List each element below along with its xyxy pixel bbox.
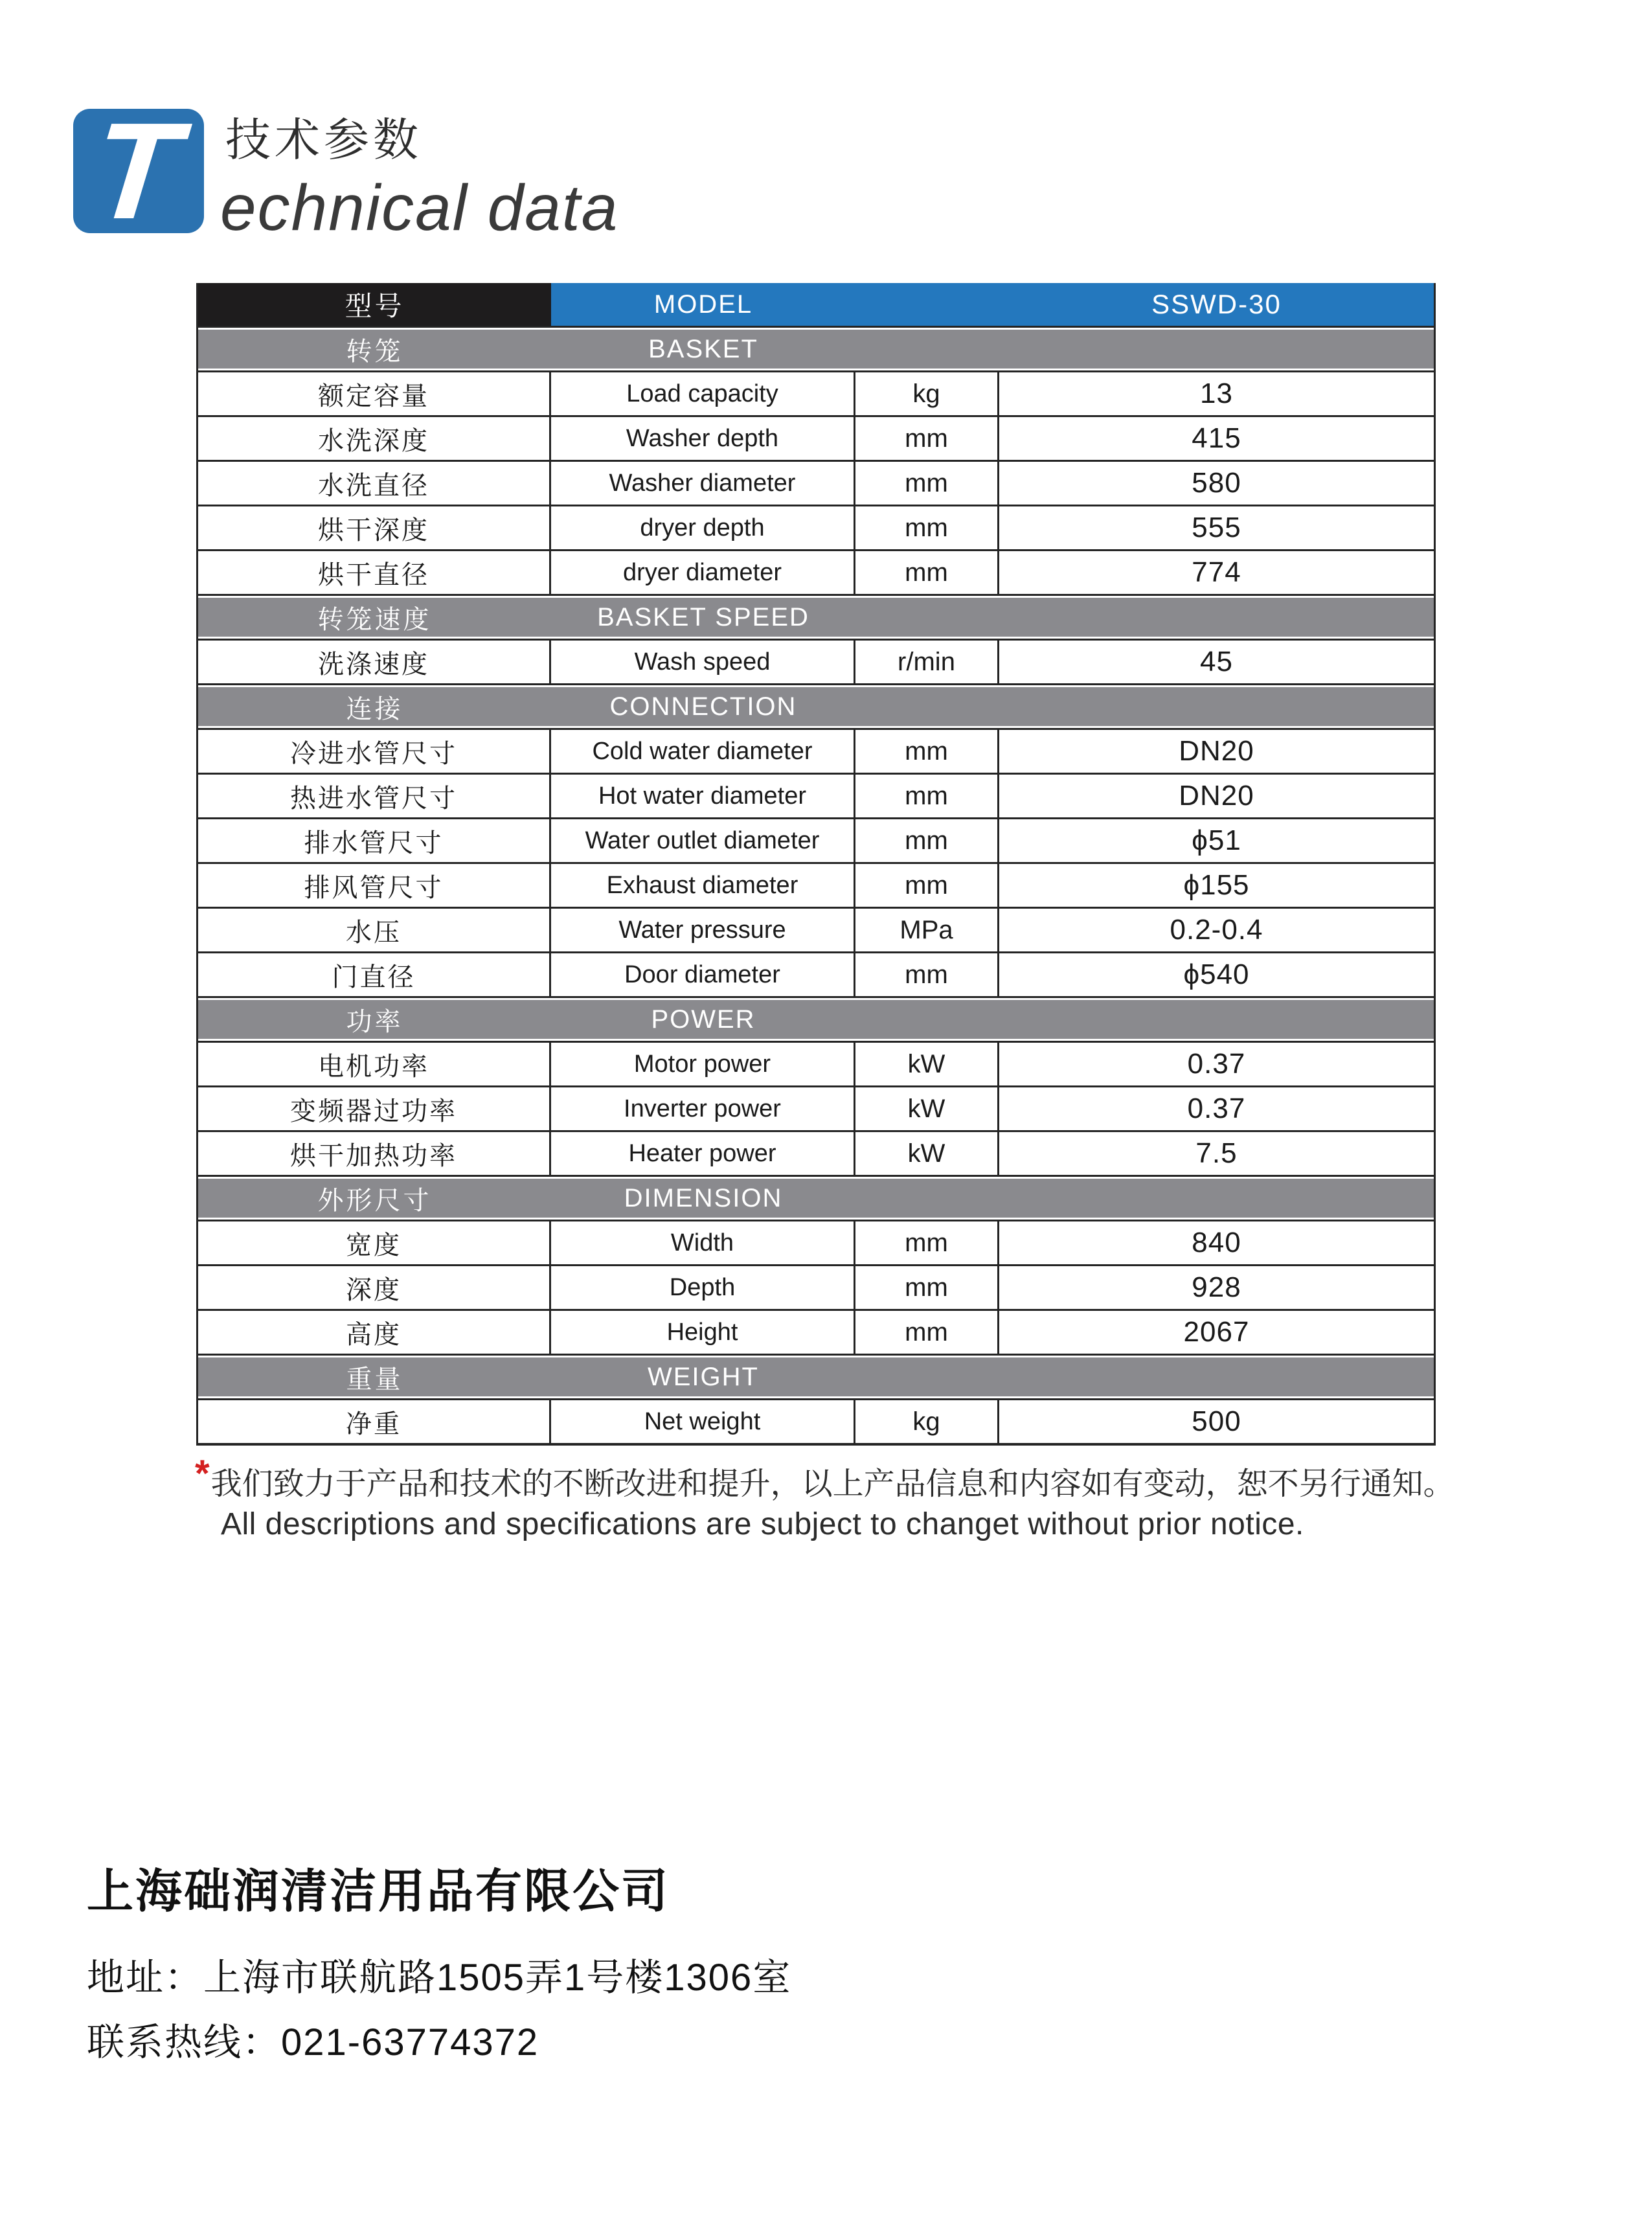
section-title-en: POWER: [651, 1005, 756, 1034]
table-row: [198, 1264, 1434, 1309]
spec-value: 928: [1192, 1271, 1241, 1303]
table-row: [198, 862, 1434, 907]
spec-value: 0.2-0.4: [1170, 914, 1263, 946]
spec-label-cn: 门直径: [198, 953, 551, 996]
model-value: SSWD-30: [1151, 289, 1282, 319]
spec-value: ϕ155: [1183, 869, 1250, 901]
spec-label-cn: 净重: [198, 1400, 551, 1443]
model-header-blue: [551, 283, 1434, 326]
spec-value: 7.5: [1195, 1137, 1238, 1169]
spec-label-en: Water pressure: [551, 909, 855, 951]
spec-unit: mm: [855, 462, 999, 505]
spec-value: 45: [1200, 646, 1233, 677]
spec-label-en: Washer diameter: [551, 462, 855, 505]
spec-label-cn: 洗涤速度: [198, 641, 551, 683]
model-label-cn: 型号: [198, 283, 551, 326]
section-title-cn: 功率: [346, 1007, 403, 1036]
spec-label-en: dryer depth: [551, 506, 855, 549]
spec-value: DN20: [1179, 735, 1254, 767]
spec-label-cn: 水洗直径: [198, 462, 551, 505]
spec-unit: mm: [855, 864, 999, 907]
spec-value: 500: [1192, 1405, 1241, 1437]
spec-value: 580: [1192, 467, 1241, 499]
spec-unit: kW: [855, 1087, 999, 1130]
section-row: [198, 1175, 1434, 1220]
spec-label-cn: 排水管尺寸: [198, 819, 551, 862]
spec-unit: mm: [855, 551, 999, 594]
spec-label-en: Inverter power: [551, 1087, 855, 1130]
spec-label-en: dryer diameter: [551, 551, 855, 594]
disclaimer-chinese: [195, 1453, 1454, 1503]
spec-unit: MPa: [855, 909, 999, 951]
spec-value: DN20: [1179, 780, 1254, 812]
spec-value: 0.37: [1187, 1048, 1246, 1080]
spec-label-cn: 冷进水管尺寸: [198, 730, 551, 773]
spec-label-en: Washer depth: [551, 417, 855, 460]
spec-label-en: Heater power: [551, 1132, 855, 1175]
table-row: [198, 1041, 1434, 1085]
model-header-row: [198, 283, 1434, 326]
spec-value: 415: [1192, 422, 1241, 454]
table-row: [198, 907, 1434, 951]
spec-label-cn: 电机功率: [198, 1043, 551, 1085]
spec-unit: mm: [855, 1266, 999, 1309]
spec-value: 555: [1192, 512, 1241, 543]
spec-label-cn: 烘干深度: [198, 506, 551, 549]
table-row: [198, 728, 1434, 773]
section-title-cn: 转笼速度: [317, 605, 432, 634]
disclaimer-chinese-text: 我们致力于产品和技术的不断改进和提升，以上产品信息和内容如有变动，恕不另行通知。: [210, 1467, 1454, 1501]
spec-unit: mm: [855, 1221, 999, 1264]
spec-unit: mm: [855, 953, 999, 996]
spec-label-cn: 排风管尺寸: [198, 864, 551, 907]
spec-label-en: Height: [551, 1311, 855, 1354]
spec-unit: mm: [855, 506, 999, 549]
spec-unit: kg: [855, 372, 999, 415]
section-title-en: WEIGHT: [648, 1362, 759, 1391]
disclaimer-english: All descriptions and specifications are subject to changet without prior notice.: [221, 1507, 1304, 1541]
spec-label-cn: 额定容量: [198, 372, 551, 415]
company-hotline: 联系热线：021-63774372: [87, 2021, 539, 2063]
section-title-en: CONNECTION: [609, 692, 797, 721]
spec-table-body: [198, 326, 1434, 1443]
spec-label-cn: 宽度: [198, 1221, 551, 1264]
spec-unit: mm: [855, 417, 999, 460]
spec-value: 840: [1192, 1227, 1241, 1258]
section-row: [198, 594, 1434, 639]
section-title-cn: 重量: [346, 1365, 403, 1394]
spec-label-cn: 热进水管尺寸: [198, 775, 551, 817]
spec-value: ϕ540: [1183, 959, 1250, 990]
table-row: [198, 415, 1434, 460]
table-row: [198, 505, 1434, 549]
spec-label-cn: 烘干加热功率: [198, 1132, 551, 1175]
spec-label-en: Cold water diameter: [551, 730, 855, 773]
spec-unit: mm: [855, 775, 999, 817]
spec-label-cn: 水压: [198, 909, 551, 951]
table-row: [198, 1398, 1434, 1443]
section-row: [198, 996, 1434, 1041]
spec-label-en: Water outlet diameter: [551, 819, 855, 862]
spec-unit: kg: [855, 1400, 999, 1443]
spec-unit: mm: [855, 819, 999, 862]
spec-unit: mm: [855, 1311, 999, 1354]
table-row: [198, 1130, 1434, 1175]
spec-table: [196, 283, 1436, 1446]
section-title-cn: 转笼: [346, 337, 403, 366]
table-row: [198, 1309, 1434, 1354]
spec-value: 774: [1192, 556, 1241, 588]
section-title-en: DIMENSION: [624, 1183, 783, 1212]
table-row: [198, 951, 1434, 996]
spec-value: 0.37: [1187, 1093, 1246, 1124]
spec-label-cn: 水洗深度: [198, 417, 551, 460]
table-row: [198, 773, 1434, 817]
spec-unit: r/min: [855, 641, 999, 683]
page-title-chinese: 技术参数: [225, 115, 422, 165]
brand-logo: [73, 94, 204, 247]
spec-label-en: Hot water diameter: [551, 775, 855, 817]
table-row: [198, 370, 1434, 415]
section-title-cn: 外形尺寸: [317, 1186, 432, 1215]
spec-unit: kW: [855, 1043, 999, 1085]
spec-label-en: Motor power: [551, 1043, 855, 1085]
spec-label-en: Width: [551, 1221, 855, 1264]
section-title-cn: 连接: [346, 694, 403, 723]
spec-unit: kW: [855, 1132, 999, 1175]
section-title-en: BASKET: [648, 334, 758, 363]
spec-label-en: Door diameter: [551, 953, 855, 996]
spec-value: ϕ51: [1192, 824, 1241, 856]
company-name: 上海础润清洁用品有限公司: [87, 1866, 670, 1918]
section-title-en: BASKET SPEED: [597, 602, 809, 631]
spec-label-en: Net weight: [551, 1400, 855, 1443]
page-title-english: echnical data: [220, 172, 619, 244]
asterisk-mark: *: [195, 1453, 210, 1495]
spec-label-cn: 高度: [198, 1311, 551, 1354]
table-row: [198, 460, 1434, 505]
table-row: [198, 817, 1434, 862]
table-row: [198, 549, 1434, 594]
spec-label-en: Wash speed: [551, 641, 855, 683]
table-row: [198, 1220, 1434, 1264]
spec-label-en: Load capacity: [551, 372, 855, 415]
logo-letter: T: [85, 94, 187, 247]
spec-unit: mm: [855, 730, 999, 773]
model-label-en: MODEL: [653, 290, 753, 319]
section-row: [198, 1354, 1434, 1398]
table-row: [198, 639, 1434, 683]
spec-value: 13: [1200, 378, 1233, 409]
spec-label-cn: 深度: [198, 1266, 551, 1309]
spec-label-en: Exhaust diameter: [551, 864, 855, 907]
spec-label-en: Depth: [551, 1266, 855, 1309]
company-address: 地址：上海市联航路1505弄1号楼1306室: [87, 1957, 792, 1999]
spec-label-cn: 烘干直径: [198, 551, 551, 594]
section-row: [198, 326, 1434, 370]
table-row: [198, 1085, 1434, 1130]
spec-label-cn: 变频器过功率: [198, 1087, 551, 1130]
section-row: [198, 683, 1434, 728]
spec-value: 2067: [1183, 1316, 1250, 1348]
